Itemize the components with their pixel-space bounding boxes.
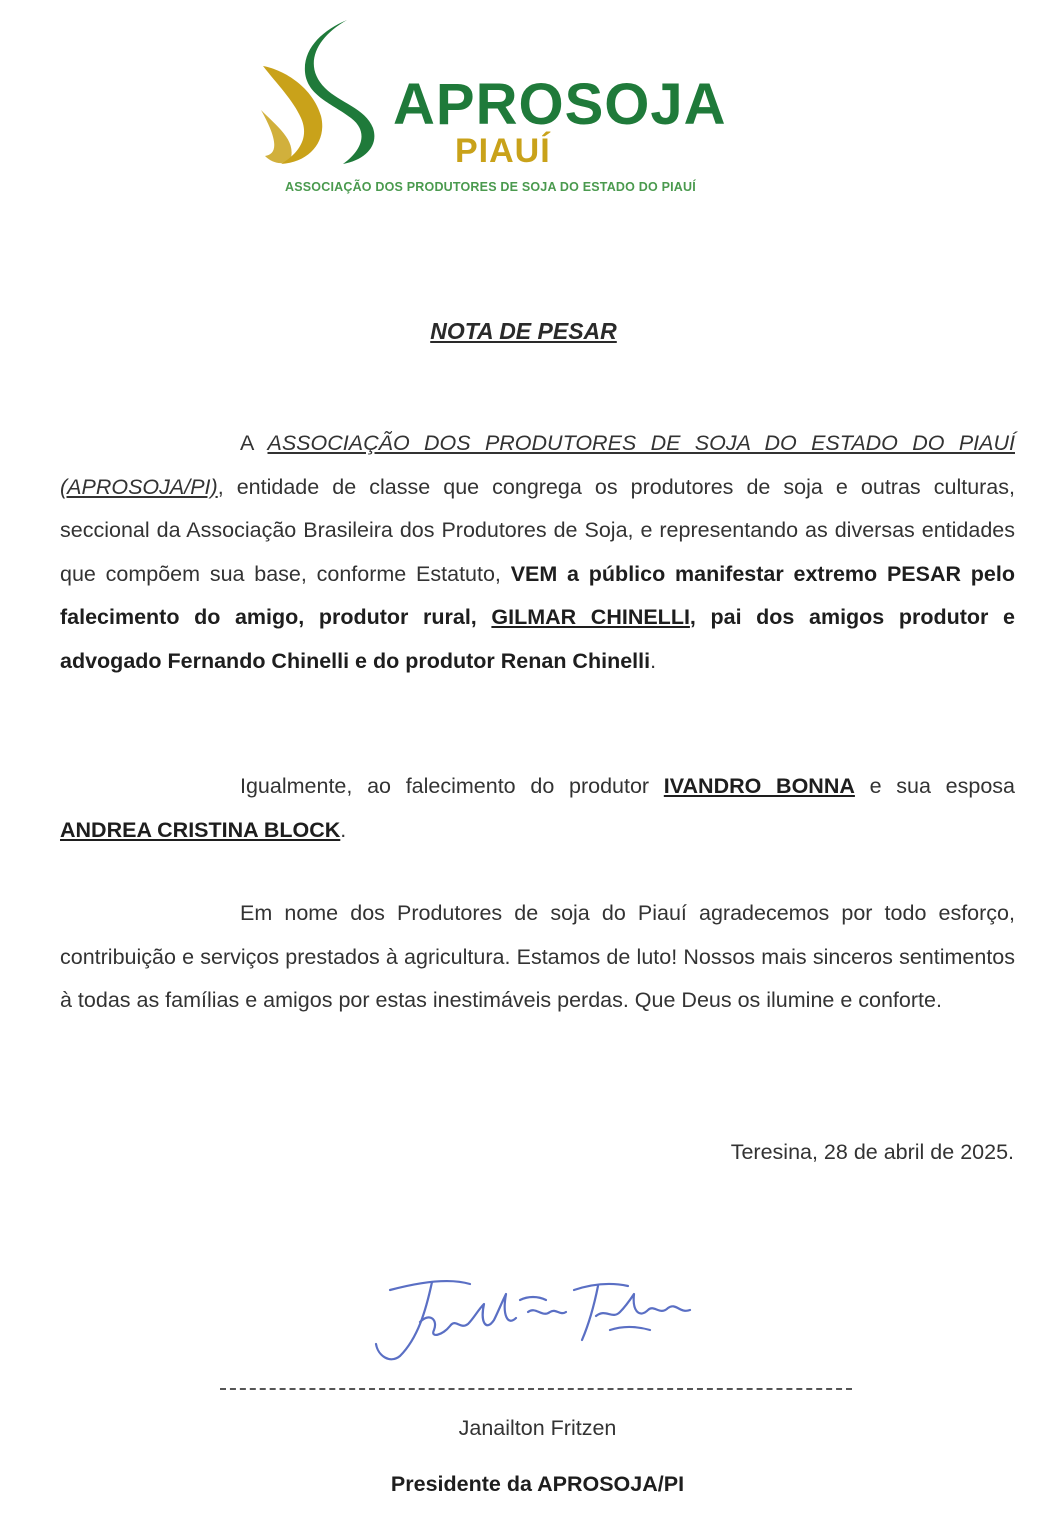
paragraph-1 (60, 422, 1015, 683)
soy-leaf-icon (255, 18, 385, 168)
logo-state: PIAUÍ (455, 132, 551, 170)
signer-name: Janailton Fritzen (458, 1416, 617, 1440)
p1-org-name: ASSOCIAÇÃO DOS PRODUTORES DE SOJA DO ESTADO DO PIAUÍ (APROSOJA/PI) (60, 431, 1015, 499)
p1-bold-text-2: , pai dos amigos produtor e advogado Fernando Chinelli e do produtor Renan Chinelli (60, 605, 1015, 673)
paragraph-3: Em nome dos Produtores de soja do Piauí agradecemos por todo esforço, contribuição e serviços prestados à agricultura. Estamos de luto! Nossos mais sinceros sentimentos à todas as famílias e amigos por estas inestimáveis perdas. Que Deus os ilumine e conforte. (60, 901, 1015, 1012)
logo-subtitle: ASSOCIAÇÃO DOS PRODUTORES DE SOJA DO ESTADO DO PIAUÍ (285, 180, 696, 194)
p1-bold-text: VEM a público manifestar extremo PESAR pelo falecimento do amigo, produtor rural, (60, 561, 1015, 629)
p1-lead: A (240, 431, 268, 455)
signature-line (220, 1388, 852, 1390)
logo-name: APROSOJA (393, 72, 727, 137)
p1-text: , entidade de classe que congrega os produtores de soja e outras culturas, seccional da Associação Brasileira dos Produtores de Soja, e representando as diversas entidades que compõem sua base, conforme Estatuto, (60, 474, 1015, 586)
handwritten-signature (360, 1260, 720, 1370)
p2-name-ivandro: IVANDRO BONNA (663, 774, 855, 798)
p2-name-andrea: ANDREA CRISTINA BLOCK (60, 817, 341, 842)
paragraph-2 (60, 765, 1015, 852)
document-date: Teresina, 28 de abril de 2025. (730, 1140, 1014, 1164)
signer-role: Presidente da APROSOJA/PI (390, 1472, 685, 1496)
aprosoja-logo (255, 18, 825, 208)
p2-mid: e sua esposa (854, 774, 1016, 798)
document-title: NOTA DE PESAR (430, 318, 617, 344)
p1-name-gilmar: GILMAR CHINELLI (491, 605, 690, 629)
p2-end: . (340, 817, 347, 842)
p1-end: . (650, 648, 657, 673)
p2-lead: Igualmente, ao falecimento do produtor (240, 774, 664, 798)
